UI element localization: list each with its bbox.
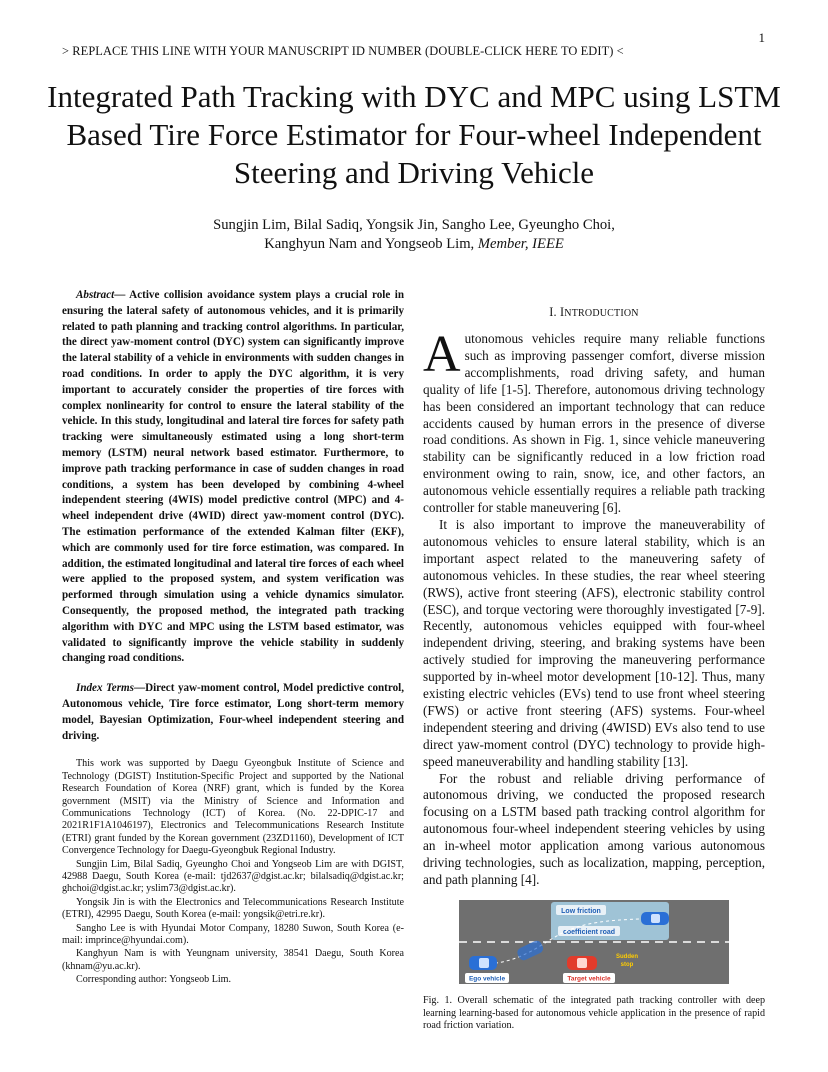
target-vehicle-label: Target vehicle <box>567 975 611 983</box>
coefficient-road-label: coefficient road <box>562 928 616 936</box>
abstract <box>62 288 404 667</box>
ego-vehicle-label: Ego vehicle <box>468 975 506 983</box>
author-list <box>100 216 728 254</box>
ego-vehicle-icon <box>469 956 497 970</box>
abstract-text: — Active collision avoidance system plays a crucial role in ensuring the lateral safety of autonomous vehicles, and it is primarily related to path planning and tracking control algorithms. In particular, the direct yaw-moment control (DYC) system can significantly improve the lateral stability of a vehicle in environments with sudden changes in road conditions. In order to apply the DYC algorithm, it is very important to accurately consider the properties of tire forces with complex nonlinearity for control to ensure the lateral stability of the vehicle. In this study, longitudinal and lateral tire forces for safety path tracking were simultaneously estimated using a long short-term memory (LSTM) neural network based estimator. Furthermore, to improve path tracking performance in case of sudden changes in road conditions, a system has been developed by combining 4-wheel independent steering (4WIS) model predictive control (MPC) and 4-wheel independent drive (4WID) direct yaw-moment control (DYC). The estimation performance of the extended Kalman filter (EKF), which are commonly used for tire force estimation, was compared. In addition, the estimated longitudinal and lateral tire forces of each wheel were applied to the proposed system, and system verification was performed through simulation using a vehicle dynamics simulator. Consequently, the proposed method, the integrated path tracking algorithm with DYC and MPC using the LSTM based estimator, was validated to significantly improve the vehicle stability in suddenly changing road conditions. <box>62 289 404 665</box>
authors-line-1: Sungjin Lim, Bilal Sadiq, Yongsik Jin, Sangho Lee, Gyeungho Choi, <box>213 217 615 233</box>
page-number: 1 <box>758 30 765 45</box>
drop-cap: A <box>423 326 461 383</box>
target-vehicle-icon <box>567 956 597 970</box>
manuscript-id-header[interactable]: > REPLACE THIS LINE WITH YOUR MANUSCRIPT ID NUMBER (DOUBLE-CLICK HERE TO EDIT) < <box>62 44 624 58</box>
intro-paragraph-2: It is also important to improve the maneuverability of autonomous vehicles to ensure lateral stability, which is an important aspect related to the maneuvering safety of autonomous vehicles. In these studies, the rear wheel steering (RWS), active front steering (AFS), electronic stability control (ESC), and torque vectoring were thoroughly investigated [7-9]. Recently, autonomous vehicles equipped with four-wheel independent driving, steering, and braking systems have been actively studied for improving the maneuvering performance supported by in-wheel motor development [10-12]. Thus, many existing electric vehicles (EVs) tend to use front wheel steering (FWS) or active front steering (AFS) systems. Four-wheel independent steering and driving (4WISD) EVs also tend to use direct yaw-moment control (DYC) technology to provide high-speed maneuverability and handling stability [13]. <box>423 516 765 769</box>
section-initial: I <box>560 305 565 319</box>
stop-label: stop <box>620 961 634 968</box>
figure-1-caption: Fig. 1. Overall schematic of the integrated path tracking controller with deep learning learning-based for autonomous vehicle application in the presence of rapid road friction variation. <box>423 994 765 1032</box>
paper-title: Integrated Path Tracking with DYC and MPC using LSTM Based Tire Force Estimator for Four-wheel Independent Steering and Driving Vehicle <box>47 79 781 190</box>
abstract-label: Abstract <box>76 289 115 301</box>
low-friction-label: Low friction <box>561 907 601 915</box>
author-membership: Member, IEEE <box>477 236 564 252</box>
intro-paragraph-1-text: utonomous vehicles require many reliable functions such as improving passenger comfort, diverse mission accomplishments, road driving safety, and human quality of life [1-5]. Therefore, autonomous driving technology has been considered an important technology that can reduce accidents caused by human errors in the presence of diverse road conditions. As shown in Fig. 1, since vehicle maneuvering stability can be significantly reduced in a low friction road environment owing to rain, snow, ice, and other factors, an autonomous vehicle essentially requires a reliable path tracking controller for stable maneuvering [6]. <box>423 331 765 516</box>
footnote-corresponding-author: Corresponding author: Yongseob Lim. <box>76 974 232 986</box>
index-terms <box>62 681 404 744</box>
left-column <box>62 288 404 988</box>
footnote-affiliation-hyundai: Sangho Lee is with Hyundai Motor Company, 18280 Suwon, South Korea (e-mail: imprince@hyundai.com). <box>62 922 404 946</box>
footnote-affiliation-etri: Yongsik Jin is with the Electronics and Telecommunications Research Institute (ETRI), 42995 Daegu, South Korea (e-mail: yongsik@etri.re.kr). <box>62 896 404 921</box>
leading-vehicle-icon <box>641 912 669 925</box>
figure-1 <box>459 900 729 984</box>
authors-line-2 <box>100 235 728 254</box>
footnote-affiliation-yeungnam: Kanghyun Nam is with Yeungnam university, 38541 Daegu, South Korea (khnam@yu.ac.kr). <box>62 948 404 972</box>
index-terms-label: Index Terms <box>76 682 134 695</box>
section-number: I. <box>549 305 557 319</box>
section-heading-introduction <box>423 305 765 320</box>
footnote-affiliation-dgist: Sungjin Lim, Bilal Sadiq, Gyeungho Choi and Yongseob Lim are with DGIST, 42988 Daegu, South Korea (e-mail: tjd2637@dgist.ac.kr; bilalsadiq@dgist.ac.kr; ghchoi@dgist.ac.kr; yslim73@dgist.ac.kr). <box>62 858 404 895</box>
intro-paragraph-3: For the robust and reliable driving performance of autonomous driving, we conducted the proposed research focusing on a LSTM based path tracking control algorithm for autonomous four-wheel independent steering vehicles by using an in-wheel motor application among various autonomous driving technologies, such as localization, mapping, perception, and path planning [4]. <box>423 770 765 887</box>
intro-paragraph-1 <box>423 326 765 517</box>
authors-line-2-names: Kanghyun Nam and Yongseob Lim, <box>264 236 478 252</box>
index-terms-text: —Direct yaw-moment control, Model predictive control, Autonomous vehicle, Tire force estimator, Long short-term memory model, Bayesian Optimization, Four-wheel independent steering and driving. <box>62 682 404 742</box>
footnote-funding: This work was supported by Daegu Gyeongbuk Institute of Science and Technology (DGIST) Institution-Specific Project and supported by the National Research Foundation of Korea (NRF) grant, which is funded by the Korea government (MSIT) via the Ministry of Science and Information and Communications Technology (ICT) of Korea. (No. 22-DPIC-17 and 2021R1F1A1046197), Electronics and Telecommunications Research Institute (ETRI) grant funded by the Korean government (23ZD1160), Development of ICT Convergence Technology for Daegu-Gyeongbuk Regional Industry. <box>62 758 404 857</box>
figure-1-schematic <box>459 900 729 984</box>
footnotes <box>62 758 404 986</box>
right-column <box>423 305 765 1033</box>
section-title-rest: NTRODUCTION <box>564 308 639 319</box>
sudden-label: Sudden <box>616 953 638 960</box>
